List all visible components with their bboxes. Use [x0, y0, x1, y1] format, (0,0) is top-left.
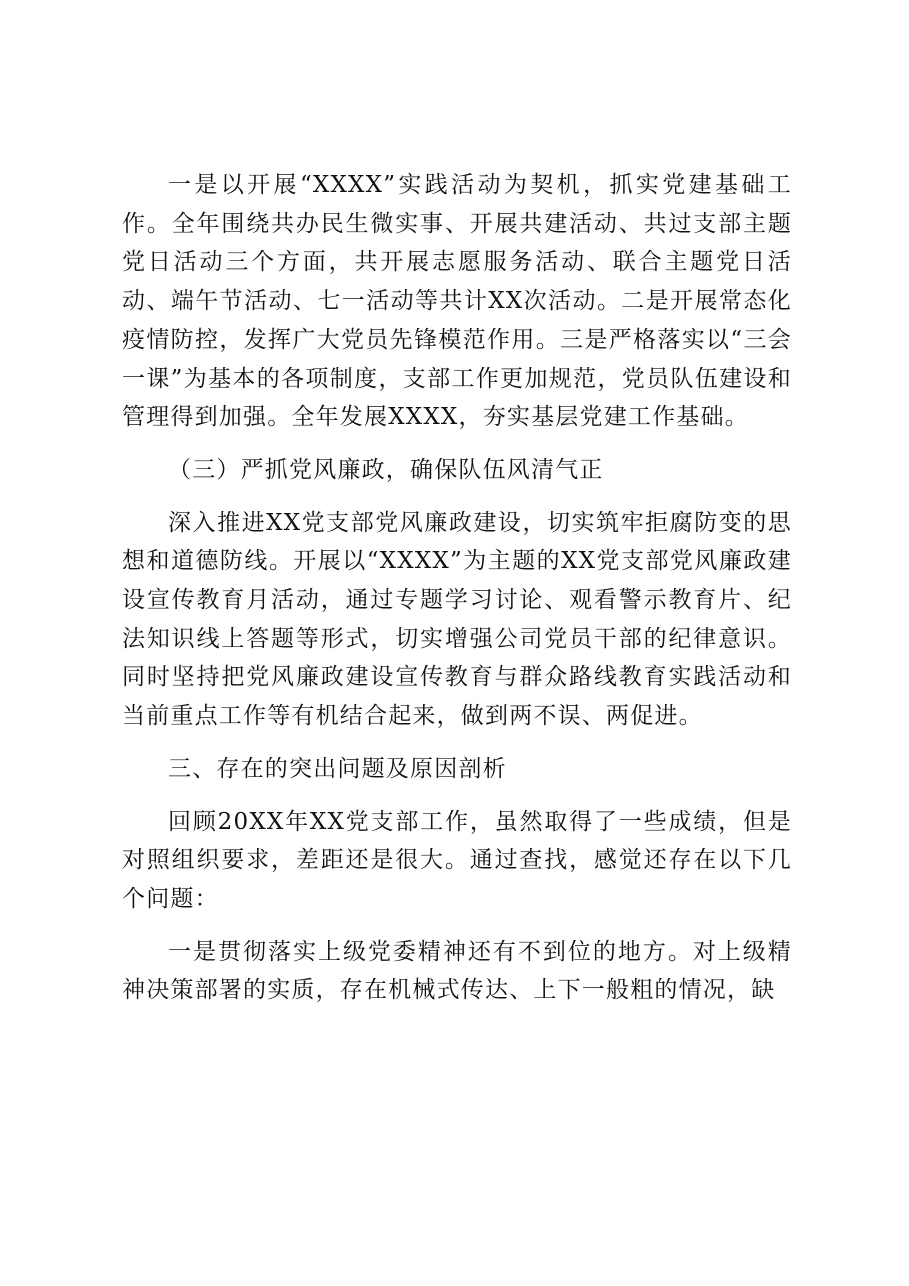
section-heading-problems: 三、存在的突出问题及原因剖析: [168, 755, 507, 782]
paragraph-party-building-practice: 一是以开展“XXXX”实践活动为契机，抓实党建基础工作。全年围绕共办民生微实事、开展共建活动、共过支部主题党日活动三个方面，共开展志愿服务活动、联合主题党日活动、端午节活动、七一活动等共计XX次活动。二是开展常态化疫情防控，发挥广大党员先锋模范作用。三是严格落实以“三会一课”为基本的各项制度，支部工作更加规范，党员队伍建设和管理得到加强。全年发展XXXX，夯实基层党建工作基础。: [122, 172, 792, 431]
paragraph-review: 回顾20XX年XX党支部工作，虽然取得了一些成绩，但是对照组织要求，差距还是很大。通过查找，感觉还存在以下几个问题：: [122, 808, 792, 912]
document-body: [122, 166, 792, 1024]
paragraph-problem-one: 一是贯彻落实上级党委精神还有不到位的地方。对上级精神决策部署的实质，存在机械式传达、上下一般粗的情况，缺: [122, 938, 792, 1004]
paragraph-integrity-construction: 深入推进XX党支部党风廉政建设，切实筑牢拒腐防变的思想和道德防线。开展以“XXXX”为主题的XX党支部党风廉政建设宣传教育月活动，通过专题学习讨论、观看警示教育片、纪法知识线上答题等形式，切实增强公司党员干部的纪律意识。同时坚持把党风廉政建设宣传教育与群众路线教育实践活动和当前重点工作等有机结合起来，做到两不误、两促进。: [122, 509, 792, 730]
section-heading-integrity: （三）严抓党风廉政，确保队伍风清气正: [168, 456, 604, 483]
